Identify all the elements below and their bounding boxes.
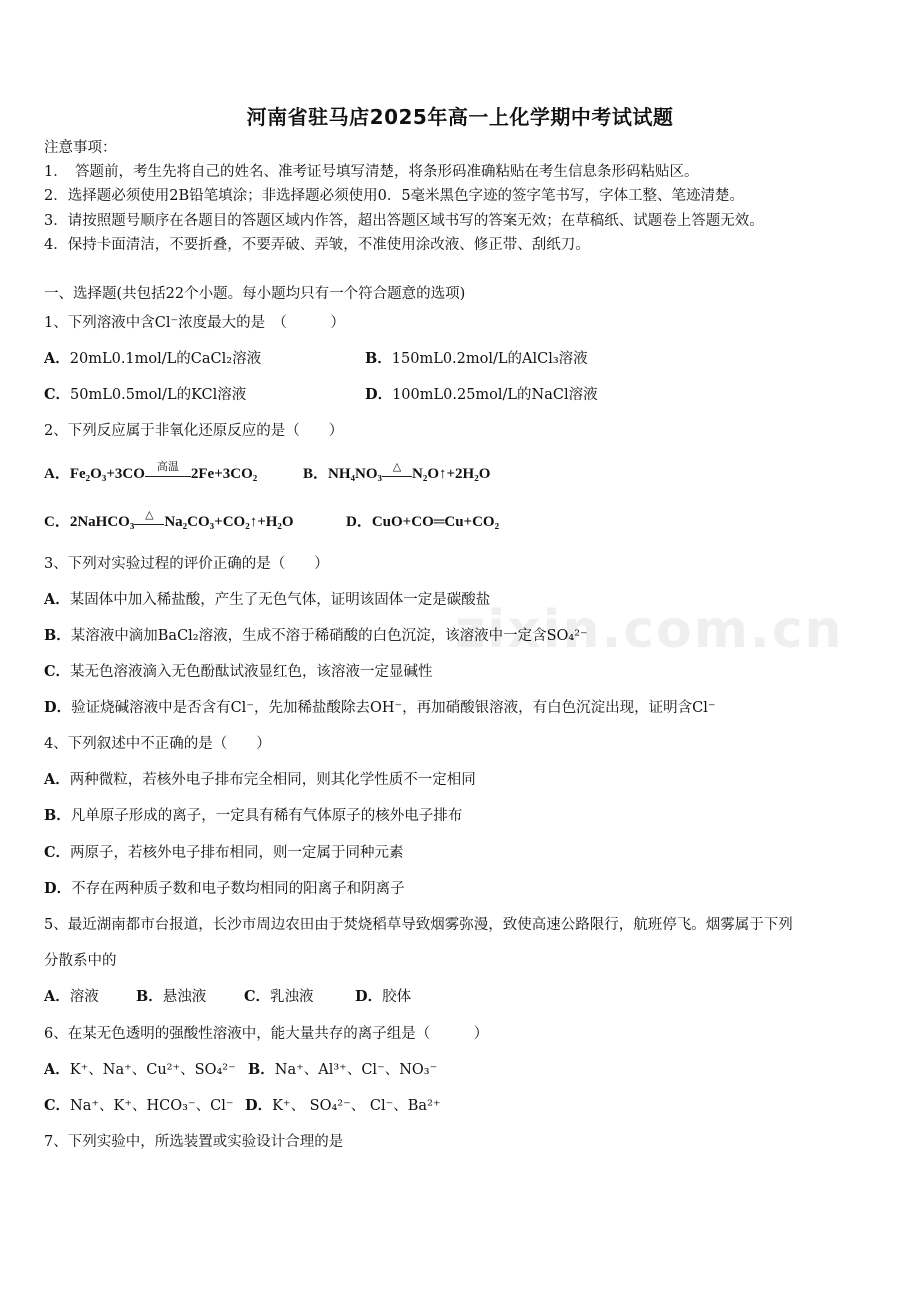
question-1-stem: 1、下列溶液中含Cl⁻浓度最大的是 （ ） [44, 315, 345, 331]
question-5-stem-cont: 分散系中的 [44, 953, 117, 969]
option-text: 两种微粒，若核外电子排布完全相同，则其化学性质不一定相同 [69, 772, 476, 788]
q2-option-a [44, 459, 258, 485]
q3-option-c [44, 662, 433, 682]
condition-label: △ [145, 507, 154, 521]
option-text: 某固体中加入稀盐酸，产生了无色气体，证明该固体一定是碳酸盐 [69, 592, 491, 608]
q4-option-b [44, 806, 462, 826]
option-text: 溶液 [69, 989, 99, 1005]
option-label: A． [44, 591, 70, 608]
option-label: D． [355, 988, 383, 1005]
option-label: D． [346, 514, 372, 530]
option-label: A． [44, 988, 70, 1005]
option-text: Na⁺、K⁺、HCO₃⁻、Cl⁻ [70, 1098, 234, 1114]
q4-option-d [44, 879, 405, 899]
reaction-arrow [382, 459, 412, 485]
notice-item-3: 3．请按照题号顺序在各题目的答题区域内作答，超出答题区域书写的答案无效；在草稿纸、试题卷上答题无效。 [44, 213, 764, 229]
option-label: B． [44, 807, 71, 824]
option-text: K⁺、 SO₄²⁻、 Cl⁻、Ba²⁺ [272, 1098, 441, 1114]
question-6-stem: 6、在某无色透明的强酸性溶液中，能大量共存的离子组是（ ） [44, 1026, 489, 1042]
option-text: 不存在两种质子数和电子数均相同的阳离子和阴离子 [71, 881, 405, 897]
notice-item-1: 1． 答题前，考生先将自己的姓名、准考证号填写清楚，将条形码准确粘贴在考生信息条形码粘贴区。 [44, 164, 699, 180]
option-label: A． [44, 350, 70, 367]
reaction-arrow [134, 507, 164, 533]
option-text: 验证烧碱溶液中是否含有Cl⁻，先加稀盐酸除去OH⁻，再加硝酸银溶液，有白色沉淀出现，证明含Cl⁻ [71, 700, 716, 716]
q6-option-b [248, 1060, 437, 1080]
option-label: D． [365, 386, 393, 403]
option-text: 胶体 [382, 989, 412, 1005]
option-text: 某溶液中滴加BaCl₂溶液，生成不溶于稀硝酸的白色沉淀，该溶液中一定含SO₄²⁻ [70, 628, 588, 644]
q2-option-d [346, 512, 499, 532]
option-label: C． [244, 988, 271, 1005]
reactants: Fe₂O₃+3CO [69, 466, 145, 482]
option-text: CuO+CO═Cu+CO₂ [371, 514, 500, 530]
option-label: C． [44, 663, 71, 680]
option-label: B． [303, 466, 329, 482]
option-text: 悬浊液 [162, 989, 207, 1005]
option-text: 乳浊液 [270, 989, 314, 1005]
option-text: 某无色溶液滴入无色酚酞试液显红色，该溶液一定显碱性 [70, 664, 433, 680]
q3-option-d [44, 698, 716, 718]
option-label: B． [44, 627, 71, 644]
option-text: K⁺、Na⁺、Cu²⁺、SO₄²⁻ [69, 1062, 236, 1078]
reactants: 2NaHCO₃ [69, 514, 135, 530]
reaction-arrow [145, 459, 191, 485]
q5-option-c [244, 987, 314, 1007]
q5-option-d [355, 987, 411, 1007]
option-label: B． [136, 988, 163, 1005]
watermark: zixin.com.cn [455, 600, 844, 660]
notice-item-2: 2．选择题必须使用2B铅笔填涂；非选择题必须使用0．5毫米黑色字迹的签字笔书写，字体工整、笔迹清楚。 [44, 188, 745, 204]
option-label: C． [44, 386, 71, 403]
option-label: D． [44, 880, 72, 897]
option-label: B． [365, 350, 392, 367]
option-label: A． [44, 771, 70, 788]
option-label: A． [44, 1061, 70, 1078]
option-text: 50mL0.5mol/L的KCl溶液 [70, 387, 247, 403]
q1-option-d [365, 385, 598, 405]
products: 2Fe+3CO₂ [190, 466, 258, 482]
option-text: 凡单原子形成的离子，一定具有稀有气体原子的核外电子排布 [70, 808, 463, 824]
option-label: D． [245, 1097, 273, 1114]
q2-option-b [303, 459, 491, 485]
notice-heading: 注意事项： [44, 140, 117, 156]
reactants: NH₄NO₃ [328, 466, 383, 482]
question-7-stem: 7、下列实验中，所选装置或实验设计合理的是 [44, 1134, 344, 1150]
q1-option-a [44, 349, 261, 369]
option-text: Na⁺、Al³⁺、Cl⁻、NO₃⁻ [274, 1062, 438, 1078]
page-title: 河南省驻马店2025年高一上化学期中考试试题 [246, 105, 674, 129]
q6-option-c [44, 1096, 234, 1116]
option-label: C． [44, 844, 71, 861]
option-label: D． [44, 699, 72, 716]
question-3-stem: 3、下列对实验过程的评价正确的是（ ） [44, 556, 329, 572]
option-text: 150mL0.2mol/L的AlCl₃溶液 [391, 351, 588, 367]
question-2-stem: 2、下列反应属于非氧化还原反应的是（ ） [44, 423, 344, 439]
option-label: C． [44, 514, 70, 530]
q3-option-a [44, 590, 490, 610]
notice-item-4: 4．保持卡面清洁，不要折叠，不要弄破、弄皱，不准使用涂改液、修正带、刮纸刀。 [44, 237, 590, 253]
q1-option-c [44, 385, 246, 405]
option-text: 20mL0.1mol/L的CaCl₂溶液 [69, 351, 262, 367]
option-label: A． [44, 466, 70, 482]
question-4-stem: 4、下列叙述中不正确的是（ ） [44, 736, 271, 752]
option-text: 两原子，若核外电子排布相同，则一定属于同种元素 [70, 845, 404, 861]
option-label: C． [44, 1097, 71, 1114]
products: Na₂CO₃+CO₂↑+H₂O [164, 514, 294, 530]
question-5-stem: 5、最近湖南都市台报道，长沙市周边农田由于焚烧稻草导致烟雾弥漫，致使高速公路限行，航班停飞。烟雾属于下列 [44, 917, 793, 933]
q6-option-d [245, 1096, 441, 1116]
products: N₂O↑+2H₂O [412, 466, 491, 482]
option-text: 100mL0.25mol/L的NaCl溶液 [392, 387, 598, 403]
q4-option-c [44, 843, 404, 863]
q2-option-c [44, 507, 294, 533]
q5-option-b [136, 987, 206, 1007]
section-heading: 一、选择题(共包括22个小题。每小题均只有一个符合题意的选项) [44, 286, 466, 302]
q5-option-a [44, 987, 99, 1007]
q1-option-b [365, 349, 588, 369]
option-label: B． [248, 1061, 275, 1078]
q4-option-a [44, 770, 476, 790]
condition-label: 高温 [156, 459, 179, 473]
condition-label: △ [392, 459, 402, 473]
q6-option-a [44, 1060, 236, 1080]
